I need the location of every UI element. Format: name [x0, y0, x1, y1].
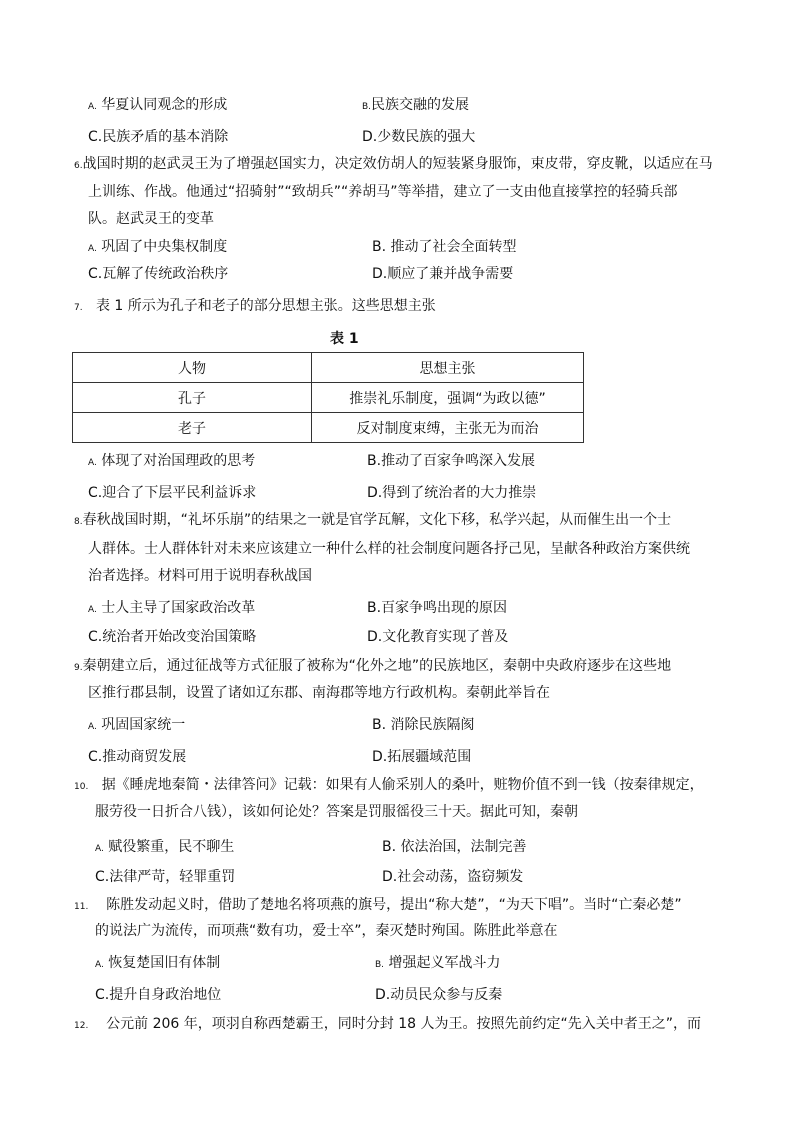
- option-c: C.民族矛盾的基本消除: [88, 129, 229, 145]
- question-9-line-2: 区推行郡县制，设置了诸如辽东郡、南海郡等地方行政机构。秦朝此举旨在: [88, 685, 550, 701]
- question-8-line-3: 治者选择。材料可用于说明春秋战国: [88, 568, 312, 584]
- question-6-line-3: 队。赵武灵王的变革: [88, 211, 214, 227]
- option-b: B. 推动了社会全面转型: [372, 239, 517, 255]
- thought-table: [72, 352, 584, 443]
- table-header: 人物: [73, 353, 312, 383]
- option-d: D.少数民族的强大: [362, 129, 476, 145]
- question-6-line-2: 上训练、作战。他通过“招骑射”“致胡兵”“养胡马”等举措，建立了一支由他直接掌控的轻骑兵部: [88, 184, 678, 200]
- option-d: D.得到了统治者的大力推崇: [367, 485, 537, 501]
- option-a: A. 赋役繁重，民不聊生: [95, 839, 235, 855]
- option-c: C.迎合了下层平民利益诉求: [88, 485, 257, 501]
- option-c: C.法律严苛，轻罪重罚: [95, 869, 236, 885]
- question-12: 12. 公元前 206 年，项羽自称西楚霸王，同时分封 18 人为王。按照先前约定“先入关中者王之”，而: [74, 1016, 701, 1032]
- table-header-row: [73, 353, 584, 383]
- question-8-line-2: 人群体。士人群体针对未来应该建立一种什么样的社会制度问题各抒己见，呈献各种政治方案供统: [88, 541, 690, 557]
- option-a: A. 恢复楚国旧有体制: [95, 955, 221, 971]
- table-cell: 反对制度束缚，主张无为而治: [312, 413, 584, 443]
- question-9-line-1: 9.秦朝建立后，通过征战等方式征服了被称为“化外之地”的民族地区，秦朝中央政府逐步在这些地: [74, 658, 672, 674]
- option-a: A. 巩固了中央集权制度: [88, 239, 228, 255]
- option-c: C.瓦解了传统政治秩序: [88, 266, 229, 282]
- option-d: D.顺应了兼并战争需要: [372, 266, 514, 282]
- option-b: B.推动了百家争鸣深入发展: [367, 453, 536, 469]
- table-header: 思想主张: [312, 353, 584, 383]
- table-row: [73, 383, 584, 413]
- table-cell: 老子: [73, 413, 312, 443]
- option-c: C.提升自身政治地位: [95, 987, 222, 1003]
- option-a: A. 体现了对治国理政的思考: [88, 453, 256, 469]
- option-d: D.文化教育实现了普及: [367, 629, 509, 645]
- option-a: A. 士人主导了国家政治改革: [88, 600, 256, 616]
- option-a: A. 华夏认同观念的形成: [88, 97, 228, 113]
- option-d: D.社会动荡，盗窃频发: [382, 869, 524, 885]
- table-cell: 孔子: [73, 383, 312, 413]
- option-c: C.统治者开始改变治国策略: [88, 629, 257, 645]
- question-8-line-1: 8.春秋战国时期，“礼坏乐崩”的结果之一就是官学瓦解，文化下移，私学兴起，从而催生出一个士: [74, 512, 672, 528]
- option-b: B.百家争鸣出现的原因: [367, 600, 508, 616]
- option-b: B. 依法治国，法制完善: [382, 839, 527, 855]
- table-row: [73, 413, 584, 443]
- option-c: C.推动商贸发展: [88, 749, 187, 765]
- question-6-line-1: 6.战国时期的赵武灵王为了增强赵国实力，决定效仿胡人的短装紧身服饰，束皮带，穿皮靴，以适应在马: [74, 156, 713, 172]
- question-11-line-2: 的说法广为流传，而项燕“数有功，爱士卒”，秦灭楚时殉国。陈胜此举意在: [95, 923, 558, 939]
- question-10-line-2: 服劳役一日折合八钱），该如何论处？答案是罚服徭役三十天。据此可知，秦朝: [95, 804, 578, 820]
- option-b: B. 消除民族隔阂: [372, 717, 475, 733]
- question-11-line-1: 11. 陈胜发动起义时，借助了楚地名将项燕的旗号，提出“称大楚”，“为天下唱”。当时“亡秦必楚”: [74, 897, 682, 913]
- option-b: B. 增强起义军战斗力: [375, 955, 501, 971]
- table-caption: 表 1: [330, 331, 359, 347]
- question-7: 7. 表 1 所示为孔子和老子的部分思想主张。这些思想主张: [74, 298, 436, 314]
- option-a: A. 巩固国家统一: [88, 717, 186, 733]
- option-d: D.动员民众参与反秦: [375, 987, 503, 1003]
- question-10-line-1: 10. 据《睡虎地秦简・法律答问》记载：如果有人偷采别人的桑叶，赃物价值不到一钱（按秦律规定，: [74, 777, 704, 793]
- table-cell: 推崇礼乐制度，强调“为政以德”: [312, 383, 584, 413]
- option-d: D.拓展疆域范围: [372, 749, 472, 765]
- option-b: B.民族交融的发展: [362, 97, 470, 113]
